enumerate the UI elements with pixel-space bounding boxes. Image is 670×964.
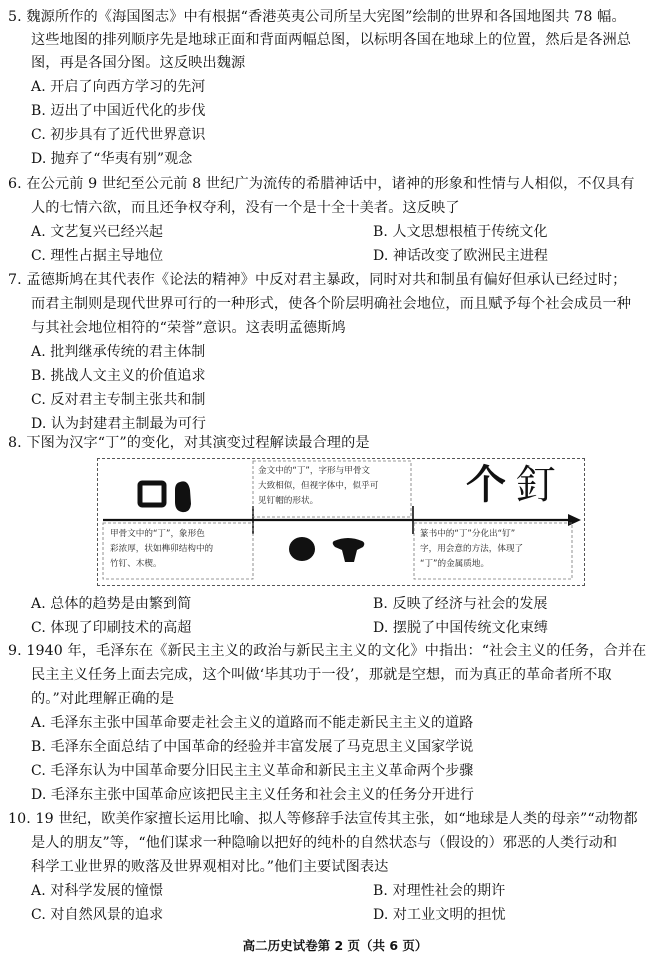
q8-option-b[interactable]: B. 反映了经济与社会的发展 [373,596,548,612]
oracle-glyph-oval [175,481,191,512]
bronze-glyph-nail [333,538,365,562]
q6-option-b[interactable]: B. 人文思想根植于传统文化 [373,224,548,240]
q7-option-c[interactable]: C. 反对君主专制主张共和制 [31,392,206,408]
note-top-line-1: 金文中的“丁”，字形与甲骨文 [258,466,371,476]
timeline-arrow-head [568,514,581,526]
note-right-line-3: “丁”的金属质地。 [420,559,490,569]
q5-option-a[interactable]: A. 开启了向西方学习的先河 [31,79,206,95]
q10-option-d[interactable]: D. 对工业文明的担忧 [373,907,506,923]
note-right-line-1: 篆书中的“丁”分化出“钉” [420,529,516,539]
ding-evolution-figure [97,458,585,586]
q5-option-b[interactable]: B. 迈出了中国近代化的步伐 [31,103,206,119]
q10-option-b[interactable]: B. 对理性社会的期许 [373,883,506,899]
q8-option-c[interactable]: C. 体现了印刷技术的高超 [31,620,192,636]
q8-option-a[interactable]: A. 总体的趋势是由繁到简 [31,596,192,612]
q9-option-b[interactable]: B. 毛泽东全面总结了中国革命的经验并丰富发展了马克思主义国家学说 [31,739,474,755]
note-left-line-2: 彩浓厚，状如榫卯结构中的 [110,544,214,554]
q7-option-d[interactable]: D. 认为封建君主制最为可行 [31,416,207,432]
q5-line-2: 这些地图的排列顺序先是地球正面和背面两幅总图，以标明各国在地球上的位置，然后是各洲总 [31,32,632,48]
q5-option-c[interactable]: C. 初步具有了近代世界意识 [31,127,206,143]
q6-line-2: 人的七情六欲，而且还争权夺利，没有一个是十全十美者。这反映了 [31,200,460,216]
note-right-line-2: 字，用会意的方法，体现了 [420,544,524,554]
note-top-line-3: 见钉帽的形状。 [258,496,319,506]
q7-line-1: 7. 孟德斯鸠在其代表作《论法的精神》中反对君主暴政，同时对共和制虽有偏好但承认已经过时； [8,272,627,288]
q10-line-3: 科学工业世界的败落及世界观相对比。”他们主要试图表达 [31,859,389,875]
q10-line-1: 10. 19 世纪，欧美作家擅长运用比喻、拟人等修辞手法宣传其主张，如“地球是人类的母亲”“动物都 [8,811,638,827]
bronze-glyph-circle [289,537,315,561]
q5-option-d[interactable]: D. 抛弃了“华夷有别”观念 [31,151,193,167]
q9-line-1: 9. 1940 年，毛泽东在《新民主主义的政治与新民主主义的文化》中指出：“社会主义的任务，合并在 [8,643,647,659]
oracle-glyph-square [140,483,164,505]
q5-line-1: 5. 魏源所作的《海国图志》中有根据“香港英夷公司所呈大宪图”绘制的世界和各国地图共 78 幅。 [8,9,626,25]
seal-glyph-ding: 个 [466,461,506,508]
q9-line-2: 民主主义任务上面去完成，这个叫做‘毕其功于一役’，那就是空想，而为真正的革命者所不取 [31,667,612,683]
q7-option-a[interactable]: A. 批判继承传统的君主体制 [31,344,206,360]
q9-option-a[interactable]: A. 毛泽东主张中国革命要走社会主义的道路而不能走新民主主义的道路 [31,715,474,731]
page-footer: 高二历史试卷第 2 页（共 6 页） [242,938,428,953]
q10-line-2: 是人的朋友”等，“他们谋求一种隐喻以把好的纯朴的自然状态与（假设的）邪恶的人类行动和 [31,835,618,851]
note-left-line-3: 竹钉、木楔。 [110,559,162,569]
q9-option-c[interactable]: C. 毛泽东认为中国革命要分旧民主主义革命和新民主主义革命两个步骤 [31,763,474,779]
q9-line-3: 的。”对此理解正确的是 [31,691,175,707]
note-left-line-1: 甲骨文中的“丁”，象形色 [110,529,205,539]
q9-option-d[interactable]: D. 毛泽东主张中国革命应该把民主主义任务和社会主义的任务分开进行 [31,787,474,803]
q6-option-a[interactable]: A. 文艺复兴已经兴起 [31,224,164,240]
note-top-line-2: 大致相似，但视字体中，似乎可 [258,481,379,491]
q5-line-3: 图，再是各国分图。这反映出魏源 [31,55,246,71]
seal-glyph-nail: 釘 [516,462,556,508]
q8-line-1: 8. 下图为汉字“丁”的变化，对其演变过程解读最合理的是 [8,435,370,451]
q6-option-d[interactable]: D. 神话改变了欧洲民主进程 [373,248,549,264]
q8-option-d[interactable]: D. 摆脱了中国传统文化束缚 [373,620,549,636]
q7-line-3: 与其社会地位相符的“荣誉”意识。这表明孟德斯鸠 [31,320,346,336]
q10-option-c[interactable]: C. 对自然风景的追求 [31,907,164,923]
q6-option-c[interactable]: C. 理性占据主导地位 [31,248,164,264]
q7-line-2: 而君主制则是现代世界可行的一种形式，使各个阶层明确社会地位，而且赋予每个社会成员一种 [31,296,632,312]
q6-line-1: 6. 在公元前 9 世纪至公元前 8 世纪广为流传的希腊神话中，诸神的形象和性情与人相似，不仅具有 [8,176,635,192]
q7-option-b[interactable]: B. 挑战人文主义的价值追求 [31,368,206,384]
q10-option-a[interactable]: A. 对科学发展的憧憬 [31,883,164,899]
